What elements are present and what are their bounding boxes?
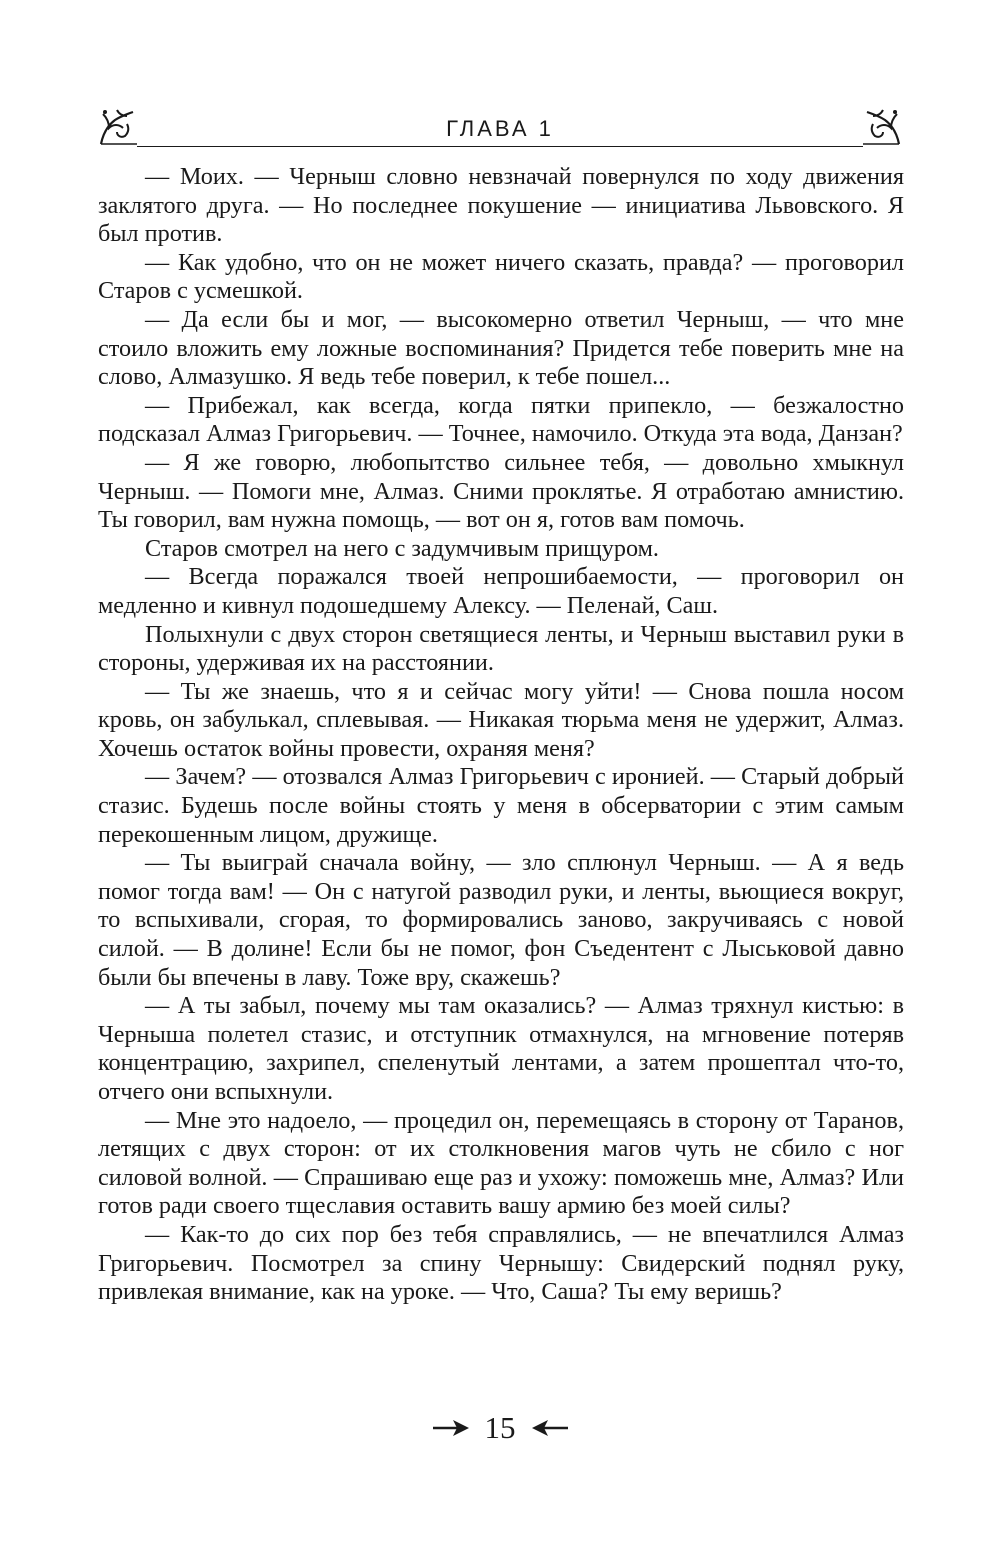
paragraph: Старов смотрел на него с задумчивым прищуром.	[145, 534, 659, 562]
paragraph: — Как-то до сих пор без тебя справлялись, — не впечатлился Алмаз Григорьевич. Посмотрел за спину Чернышу: Свидерский поднял руку, привлекая внимание, как на уроке. — Что, Саша? Ты ему веришь?	[98, 1220, 904, 1306]
arrow-left-icon	[530, 1418, 570, 1438]
body-text	[98, 163, 904, 1307]
right-ornament-icon	[863, 104, 903, 148]
page-number: 15	[484, 1410, 516, 1445]
page-footer	[0, 1410, 1000, 1450]
paragraph: — Да если бы и мог, — высокомерно ответил Черныш, — что мне стоило вложить ему ложные воспоминания? Придется тебе поверить мне на слово, Алмазушко. Я ведь тебе поверил, к тебе пошел...	[98, 305, 904, 391]
paragraph: — Ты же знаешь, что я и сейчас могу уйти! — Снова пошла носом кровь, он забулькал, сплевывая. — Никакая тюрьма меня не удержит, Алмаз. Хочешь остаток войны провести, охраняя меня?	[98, 677, 904, 762]
arrow-right-icon	[431, 1418, 471, 1438]
paragraph: — Моих. — Черныш словно невзначай повернулся по ходу движения заклятого друга. — Но последнее покушение — инициатива Львовского. Я был против.	[98, 163, 904, 248]
paragraph: — Как удобно, что он не может ничего сказать, правда? — проговорил Старов с усмешкой.	[98, 248, 904, 305]
paragraph: — Я же говорю, любопытство сильнее тебя, — довольно хмыкнул Черныш. — Помоги мне, Алмаз. Сними проклятье. Я отработаю амнистию. Ты говорил, вам нужна помощь, — вот он я, готов вам помочь.	[98, 448, 904, 534]
running-header	[97, 104, 903, 148]
paragraph: — Мне это надоело, — процедил он, перемещаясь в сторону от Таранов, летящих с двух сторон: от их столкновения магов чуть не сбило с ног силовой волной. — Спрашиваю еще раз и ухожу: поможешь мне, Алмаз? Или готов ради своего тщеславия оставить вашу армию без моей силы?	[98, 1106, 904, 1220]
header-rule	[137, 146, 863, 147]
chapter-title: ГЛАВА 1	[446, 116, 554, 141]
paragraph: — Ты выиграй сначала войну, — зло сплюнул Черныш. — А я ведь помог тогда вам! — Он с натугой разводил руки, и ленты, вьющиеся вокруг, то вспыхивали, сгорая, то формировались заново, закручиваясь с новой силой. — В долине! Если бы не помог, фон Съедентент с Лыськовой давно были бы впечены в лаву. Тоже вру, скажешь?	[98, 849, 904, 991]
paragraph: — Всегда поражался твоей непрошибаемости, — проговорил он медленно и кивнул подошедшему Алексу. — Пеленай, Саш.	[98, 563, 904, 619]
paragraph: Полыхнули с двух сторон светящиеся ленты, и Черныш выставил руки в стороны, удерживая их на расстоянии.	[98, 620, 904, 677]
paragraph: — Зачем? — отозвался Алмаз Григорьевич с иронией. — Старый добрый стазис. Будешь после войны стоять у меня в обсерватории с этим самым перекошенным лицом, дружище.	[98, 763, 904, 848]
paragraph: — А ты забыл, почему мы там оказались? — Алмаз тряхнул кистью: в Черныша полетел стазис, и отступник отмахнулся, на мгновение потеряв концентрацию, захрипел, спеленутый лентами, а затем прошептал что-то, отчего они вспыхнули.	[98, 992, 904, 1105]
paragraph: — Прибежал, как всегда, когда пятки припекло, — безжалостно подсказал Алмаз Григорьевич. — Точнее, намочило. Откуда эта вода, Данзан?	[98, 391, 904, 448]
